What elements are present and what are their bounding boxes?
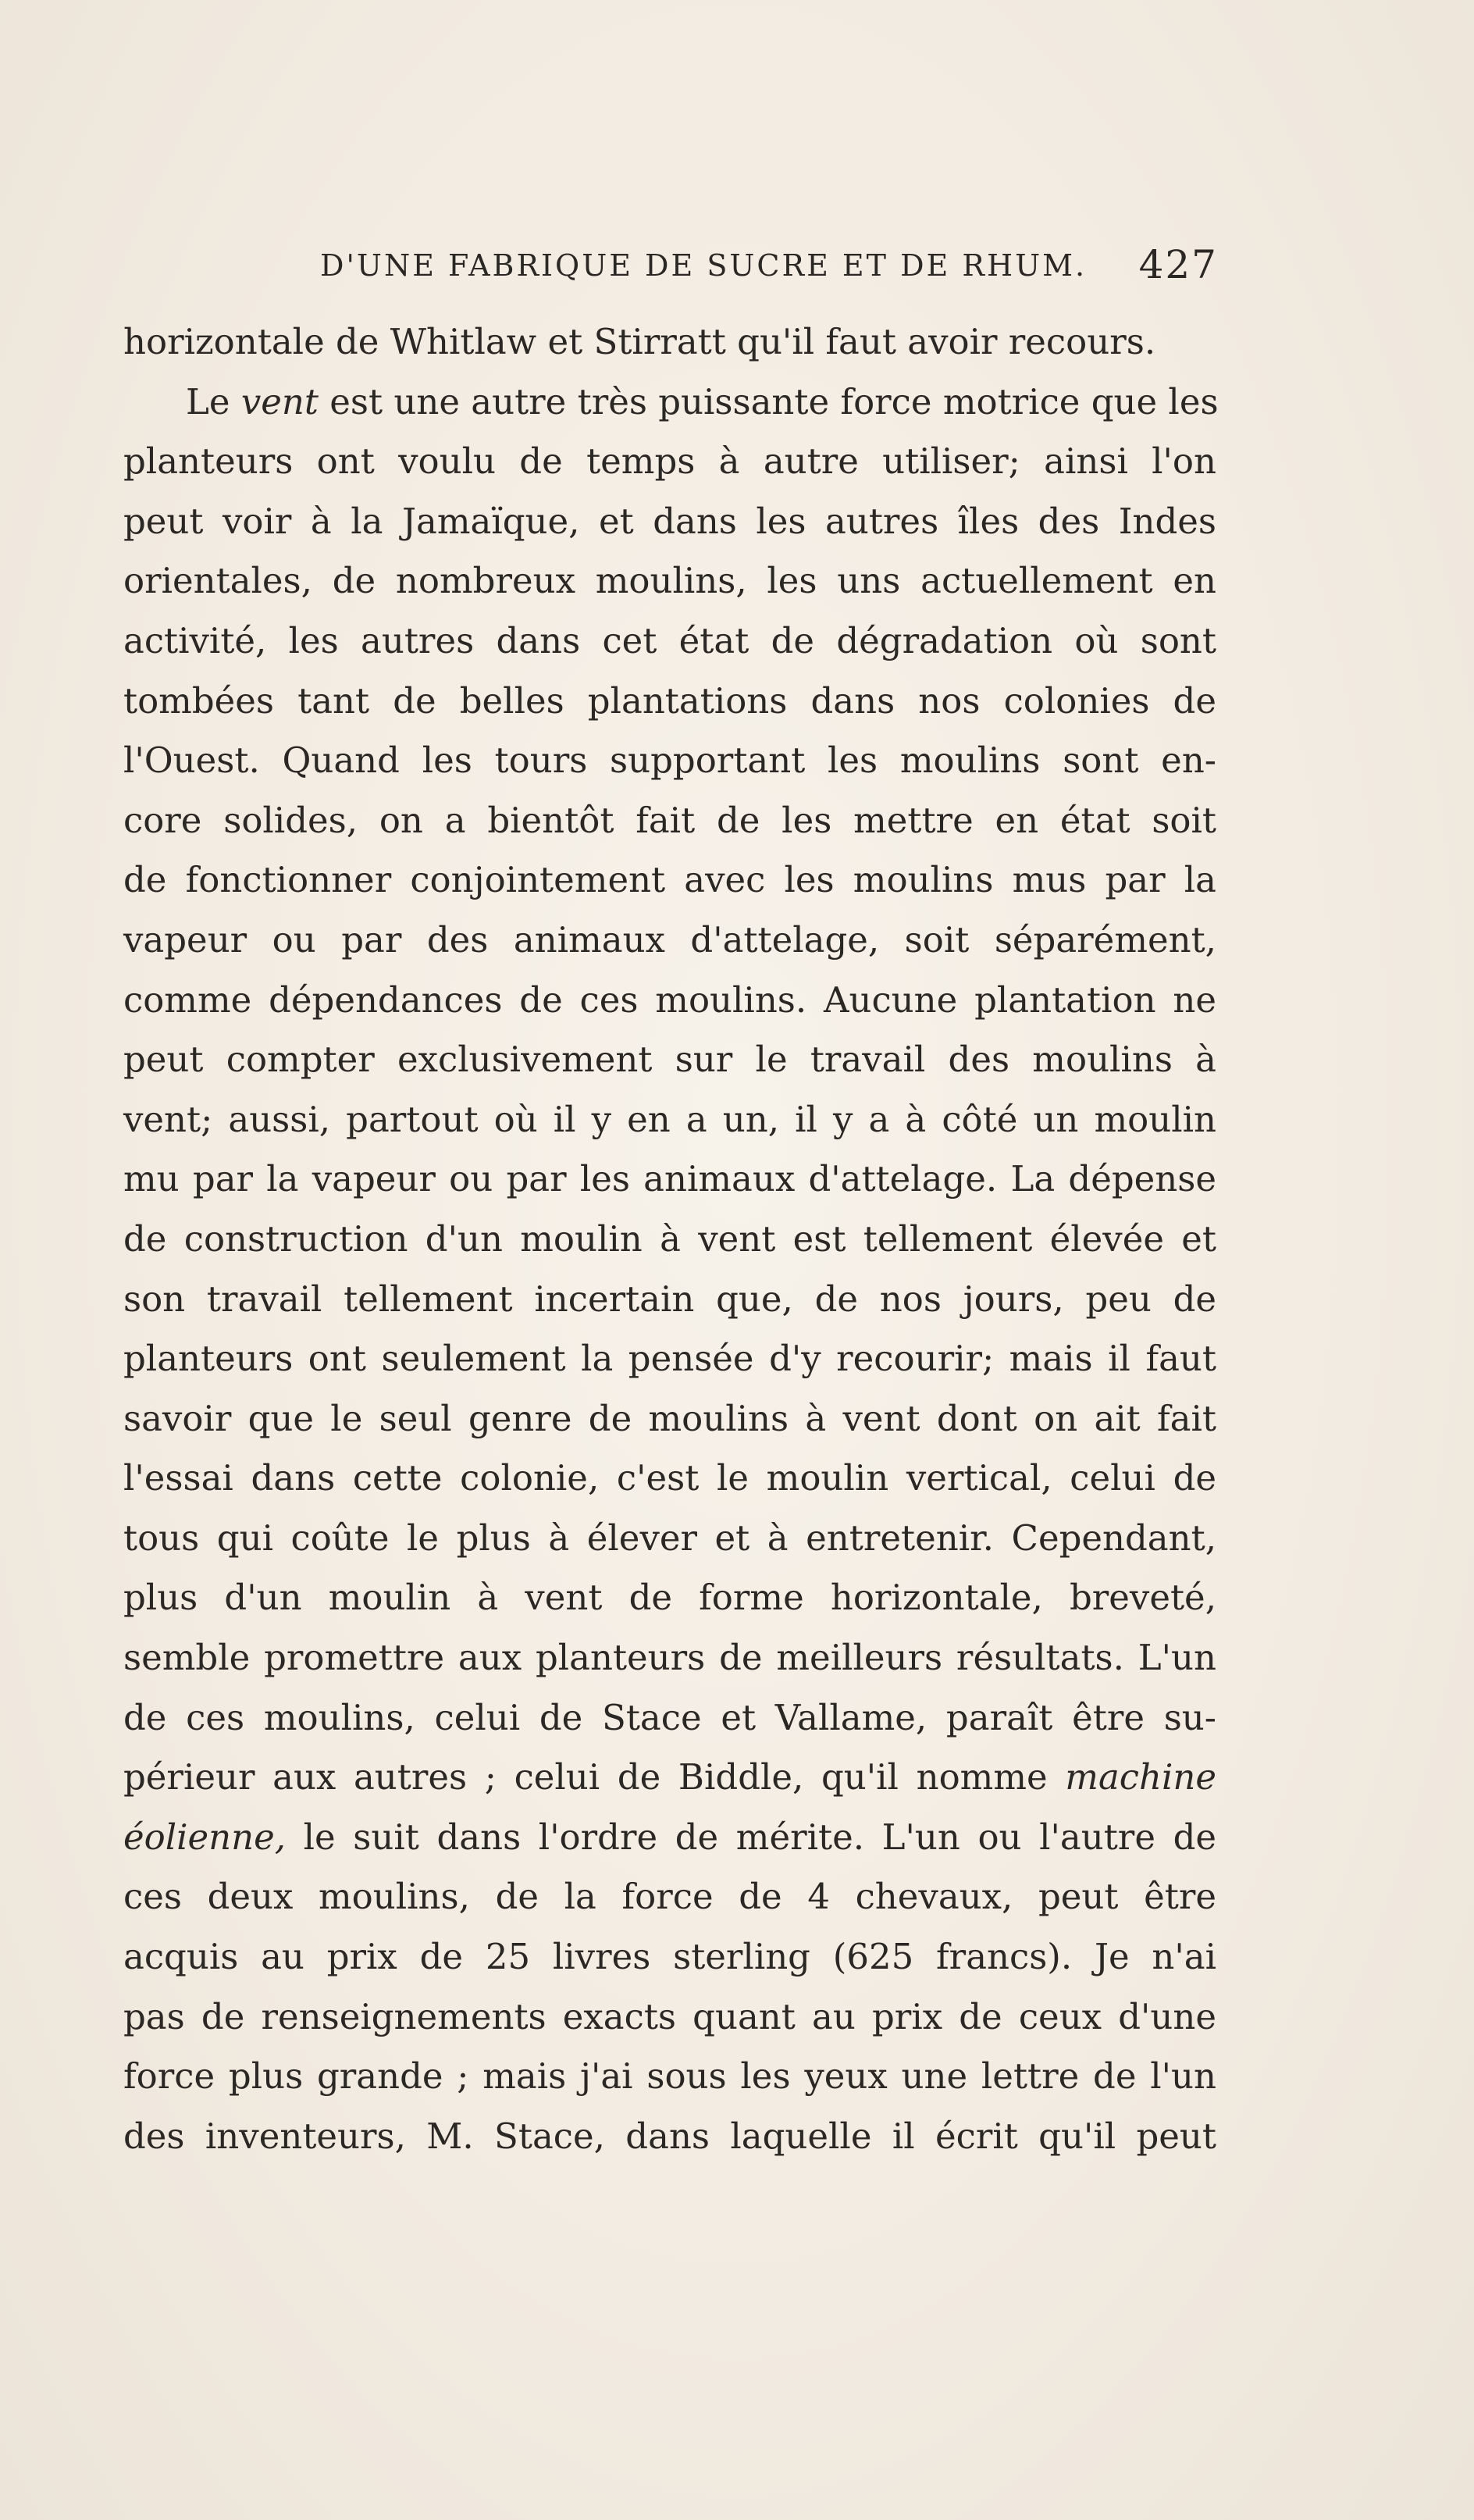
text-line: des inventeurs, M. Stace, dans laquelle il écrit qu'il peut: [123, 2115, 1216, 2157]
text-line: de fonctionner conjointement avec les moulins mus par la: [123, 859, 1216, 901]
text-line: orientales, de nombreux moulins, les uns actuellement en: [123, 560, 1216, 602]
text-line: Le vent est une autre très puissante force motrice que les: [186, 380, 1219, 422]
text-line: de construction d'un moulin à vent est tellement élevée et: [123, 1217, 1216, 1260]
italic-word: vent: [240, 380, 319, 422]
text-line: tombées tant de belles plantations dans nos colonies de: [123, 679, 1216, 722]
text-line: savoir que le seul genre de moulins à vent dont on ait fait: [123, 1397, 1216, 1439]
text-line: planteurs ont voulu de temps à autre utiliser; ainsi l'on: [123, 440, 1216, 483]
text-line: semble promettre aux planteurs de meilleurs résultats. L'un: [123, 1637, 1216, 1679]
italic-word: éolienne,: [123, 1816, 287, 1858]
text-line: l'Ouest. Quand les tours supportant les moulins sont en-: [123, 740, 1216, 782]
text-line: son travail tellement incertain que, de nos jours, peu de: [123, 1278, 1216, 1320]
text-line: l'essai dans cette colonie, c'est le moulin vertical, celui de: [123, 1457, 1216, 1499]
text-line: force plus grande ; mais j'ai sous les yeux une lettre de l'un: [123, 2055, 1216, 2098]
italic-word: machine: [1065, 1756, 1216, 1798]
running-head: [125, 242, 1218, 295]
text-line: ces deux moulins, de la force de 4 chevaux, peut être: [123, 1876, 1216, 1918]
text-line: acquis au prix de 25 livres sterling (625 francs). Je n'ai: [123, 1936, 1216, 1978]
text-line: vent; aussi, partout où il y en a un, il y a à côté un moulin: [123, 1098, 1216, 1140]
text-line: peut compter exclusivement sur le travail des moulins à: [123, 1039, 1216, 1081]
text-line: périeur aux autres ; celui de Biddle, qu'il nomme machine: [123, 1756, 1216, 1798]
text-line: plus d'un moulin à vent de forme horizontale, breveté,: [123, 1577, 1216, 1619]
text-line: core solides, on a bientôt fait de les mettre en état soit: [123, 799, 1216, 841]
text-line: peut voir à la Jamaïque, et dans les autres îles des Indes: [123, 500, 1216, 542]
text-line: tous qui coûte le plus à élever et à entretenir. Cependant,: [123, 1517, 1216, 1559]
text-line: pas de renseignements exacts quant au prix de ceux d'une: [123, 1995, 1216, 2037]
text-line: mu par la vapeur ou par les animaux d'attelage. La dépense: [123, 1158, 1216, 1200]
text-line: de ces moulins, celui de Stace et Vallame, paraît être su-: [123, 1696, 1216, 1738]
text-line: éolienne, le suit dans l'ordre de mérite. L'un ou l'autre de: [123, 1816, 1216, 1858]
text-line: vapeur ou par des animaux d'attelage, soit séparément,: [123, 918, 1216, 961]
text-line: planteurs ont seulement la pensée d'y recourir; mais il faut: [123, 1338, 1216, 1380]
text-line: activité, les autres dans cet état de dégradation où sont: [123, 619, 1216, 661]
running-title: D'UNE FABRIQUE DE SUCRE ET DE RHUM.: [320, 248, 1088, 283]
page-number: 427: [1138, 242, 1218, 287]
text-line: comme dépendances de ces moulins. Aucune plantation ne: [123, 978, 1216, 1021]
text-line: horizontale de Whitlaw et Stirratt qu'il faut avoir recours.: [123, 321, 1156, 362]
body-text: [123, 312, 1219, 2166]
